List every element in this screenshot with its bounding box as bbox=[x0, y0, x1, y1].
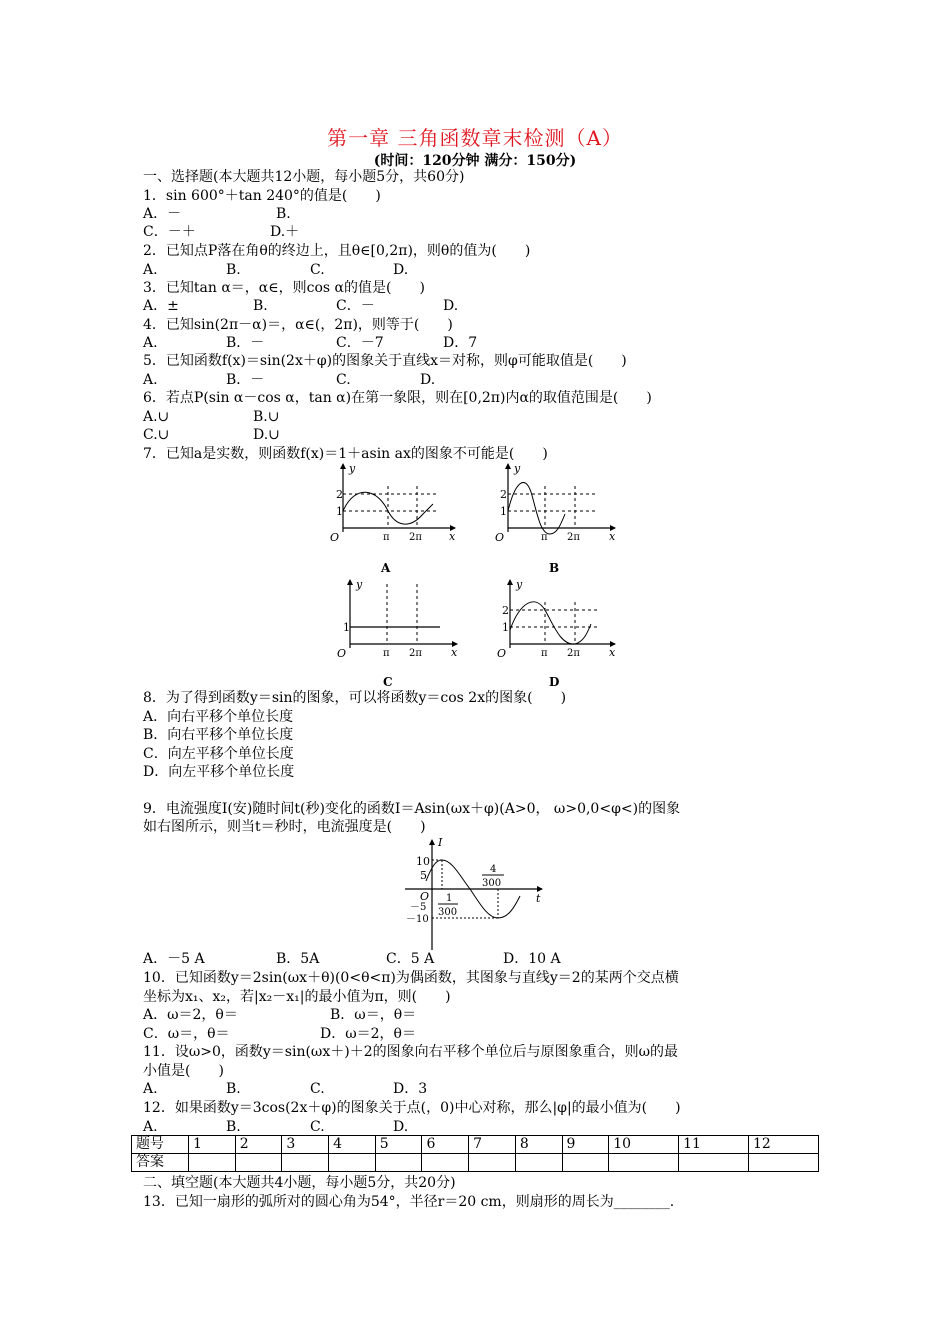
q3-option-a: A．± bbox=[143, 298, 179, 314]
col-8: 8 bbox=[515, 1136, 562, 1154]
q7d-tick-1: 1 bbox=[502, 621, 509, 634]
question-7: 7．已知a是实数，则函数f(x)＝1＋asin ax的图象不可能是( ) bbox=[143, 446, 548, 462]
q6-option-b: B.∪ bbox=[253, 409, 280, 425]
q9-tick-neg5: －5 bbox=[410, 902, 427, 913]
question-8: 8．为了得到函数y＝sin的图象，可以将函数y＝cos 2x的图象( ) bbox=[143, 690, 567, 706]
question-13: 13．已知一扇形的弧所对的圆心角为54°，半径r＝20 cm，则扇形的周长为________. bbox=[143, 1194, 675, 1210]
q7a-y-label: y bbox=[349, 462, 356, 475]
q9-origin: O bbox=[420, 890, 430, 903]
q10-option-a: A．ω＝2，θ＝ bbox=[143, 1007, 238, 1023]
q9-option-c: C．5 A bbox=[386, 951, 435, 967]
q4-option-d: D．7 bbox=[443, 335, 478, 351]
q7c-origin: O bbox=[337, 647, 347, 660]
answer-cell[interactable] bbox=[235, 1154, 282, 1172]
answer-cell[interactable] bbox=[329, 1154, 376, 1172]
q7a-tick-pi: π bbox=[383, 532, 390, 543]
q9-frac1-den: 300 bbox=[438, 907, 458, 918]
q9-option-b: B．5A bbox=[276, 951, 320, 967]
col-10: 10 bbox=[609, 1136, 679, 1154]
question-9-line1: 9．电流强度I(安)随时间t(秒)变化的函数I＝Asin(ωx＋φ)(A>0， ω>0,0<φ<)的图象 bbox=[143, 801, 681, 817]
answer-table-answer-row bbox=[132, 1154, 819, 1172]
col-2: 2 bbox=[235, 1136, 282, 1154]
q1-option-b: B. bbox=[276, 206, 291, 222]
q7b-tick-2: 2 bbox=[500, 488, 507, 501]
q7a-tick-1: 1 bbox=[336, 505, 343, 518]
q7d-tick-2pi: 2π bbox=[567, 648, 580, 659]
q12-option-d: D. bbox=[393, 1119, 409, 1135]
q2-option-b: B. bbox=[226, 262, 241, 278]
col-11: 11 bbox=[679, 1136, 749, 1154]
q9-option-a: A．－5 A bbox=[143, 951, 205, 967]
q6-option-c: C.∪ bbox=[143, 427, 170, 443]
q9-tick-10: 10 bbox=[416, 855, 430, 868]
q7d-tick-2: 2 bbox=[502, 604, 509, 617]
q7b-tick-1: 1 bbox=[500, 505, 507, 518]
q7d-x-label: x bbox=[609, 646, 616, 659]
q5-option-b: B．－ bbox=[226, 372, 265, 388]
section-heading: 一、选择题(本大题共12小题，每小题5分，共60分) bbox=[143, 169, 465, 185]
q7-label-a: A bbox=[381, 561, 391, 575]
q7b-x-label: x bbox=[609, 530, 616, 543]
q10-option-d: D．ω＝2，θ＝ bbox=[320, 1026, 416, 1042]
answer-table bbox=[131, 1135, 819, 1172]
q7d-origin: O bbox=[497, 647, 507, 660]
q10-option-c: C．ω＝，θ＝ bbox=[143, 1026, 230, 1042]
q7c-tick-1: 1 bbox=[343, 621, 350, 634]
q3-option-c: C．－ bbox=[336, 298, 375, 314]
answer-cell[interactable] bbox=[422, 1154, 469, 1172]
q11-option-b: B. bbox=[226, 1081, 241, 1097]
q8-option-d: D．向左平移个单位长度 bbox=[143, 764, 295, 780]
q8-option-c: C．向左平移个单位长度 bbox=[143, 746, 294, 762]
q7b-tick-pi: π bbox=[541, 532, 548, 543]
question-9-line2: 如右图所示，则当t＝秒时，电流强度是( ) bbox=[143, 819, 426, 835]
question-11-line2: 小值是( ) bbox=[143, 1063, 224, 1079]
q4-option-c: C．－7 bbox=[336, 335, 384, 351]
q9-frac2-num: 4 bbox=[490, 864, 497, 875]
q7b-tick-2pi: 2π bbox=[567, 532, 580, 543]
answer-cell[interactable] bbox=[679, 1154, 749, 1172]
q7-label-d: D bbox=[549, 675, 560, 687]
q9-tick-5: 5 bbox=[420, 869, 427, 882]
answer-cell[interactable] bbox=[469, 1154, 516, 1172]
q7c-y-label: y bbox=[356, 578, 363, 591]
q12-option-a: A. bbox=[143, 1119, 158, 1135]
question-10-line1: 10．已知函数y＝2sin(ωx＋θ)(0<θ<π)为偶函数，其图象与直线y＝2的某两个交点横 bbox=[143, 970, 679, 986]
q7-graphs-figure bbox=[325, 462, 635, 687]
q7-graph-a bbox=[330, 462, 456, 575]
question-12: 12．如果函数y＝3cos(2x＋φ)的图象关于点(，0)中心对称，那么|φ|的最小值为( ) bbox=[143, 1100, 681, 1116]
q7b-origin: O bbox=[495, 531, 505, 544]
answer-cell[interactable] bbox=[609, 1154, 679, 1172]
answer-label: 答案 bbox=[132, 1154, 189, 1172]
q7a-tick-2pi: 2π bbox=[409, 532, 422, 543]
q8-option-b: B．向右平移个单位长度 bbox=[143, 727, 294, 743]
question-4: 4．已知sin(2π－α)＝，α∈(，2π)，则等于( ) bbox=[143, 317, 453, 333]
answer-cell[interactable] bbox=[515, 1154, 562, 1172]
section-heading-2: 二、填空题(本大题共4小题，每小题5分，共20分) bbox=[143, 1175, 456, 1191]
q11-option-a: A. bbox=[143, 1081, 158, 1097]
q6-option-a: A.∪ bbox=[143, 409, 170, 425]
col-3: 3 bbox=[282, 1136, 329, 1154]
col-1: 1 bbox=[189, 1136, 236, 1154]
question-11-line1: 11．设ω>0，函数y＝sin(ωx＋)＋2的图象向右平移个单位后与原图象重合，则ω的最 bbox=[143, 1044, 679, 1060]
question-10-line2: 坐标为x₁、x₂，若|x₂－x₁|的最小值为π，则( ) bbox=[143, 989, 451, 1005]
q11-option-d: D．3 bbox=[393, 1081, 428, 1097]
q12-option-c: C. bbox=[310, 1119, 325, 1135]
q7-graph-b bbox=[495, 462, 616, 575]
q9-option-d: D．10 A bbox=[503, 951, 561, 967]
q3-option-d: D. bbox=[443, 298, 459, 314]
q8-option-a: A．向右平移个单位长度 bbox=[143, 709, 294, 725]
q7-graph-c bbox=[337, 578, 458, 687]
question-1: 1．sin 600°＋tan 240°的值是( ) bbox=[143, 188, 381, 204]
q2-option-c: C. bbox=[310, 262, 325, 278]
q5-option-c: C. bbox=[336, 372, 351, 388]
q2-option-a: A. bbox=[143, 262, 158, 278]
q1-option-d: D.＋ bbox=[270, 224, 300, 240]
col-6: 6 bbox=[422, 1136, 469, 1154]
answer-cell[interactable] bbox=[375, 1154, 422, 1172]
q7c-tick-pi: π bbox=[383, 648, 390, 659]
q4-option-b: B．－ bbox=[226, 335, 265, 351]
q9-frac2-den: 300 bbox=[482, 878, 502, 889]
col-12: 12 bbox=[748, 1136, 818, 1154]
q2-option-d: D. bbox=[393, 262, 409, 278]
q7-label-b: B bbox=[549, 561, 560, 575]
q7d-y-label: y bbox=[516, 578, 523, 591]
question-6: 6．若点P(sin α－cos α，tan α)在第一象限，则在[0,2π)内α的取值范围是( ) bbox=[143, 390, 652, 406]
q7a-origin: O bbox=[330, 531, 340, 544]
q7-graph-d bbox=[497, 578, 616, 687]
question-2: 2．已知点P落在角θ的终边上，且θ∈[0,2π)，则θ的值为( ) bbox=[143, 243, 531, 259]
col-4: 4 bbox=[329, 1136, 376, 1154]
q9-y-label: I bbox=[438, 838, 443, 849]
question-3: 3．已知tan α＝，α∈，则cos α的值是( ) bbox=[143, 280, 425, 296]
question-number-label: 题号 bbox=[132, 1136, 189, 1154]
q7a-tick-2: 2 bbox=[336, 488, 343, 501]
q7-label-c: C bbox=[383, 675, 393, 687]
answer-table-header-row bbox=[132, 1136, 819, 1154]
q11-option-c: C. bbox=[310, 1081, 325, 1097]
q9-x-label: t bbox=[536, 892, 541, 905]
col-9: 9 bbox=[562, 1136, 609, 1154]
q1-option-a: A．－ bbox=[143, 206, 182, 222]
q7a-x-label: x bbox=[449, 530, 456, 543]
q5-option-a: A. bbox=[143, 372, 158, 388]
answer-cell[interactable] bbox=[748, 1154, 818, 1172]
answer-cell[interactable] bbox=[282, 1154, 329, 1172]
q9-frac1-num: 1 bbox=[446, 893, 453, 904]
q3-option-b: B. bbox=[253, 298, 268, 314]
q12-option-b: B. bbox=[226, 1119, 241, 1135]
q7d-tick-pi: π bbox=[541, 648, 548, 659]
q4-option-a: A. bbox=[143, 335, 158, 351]
col-7: 7 bbox=[469, 1136, 516, 1154]
q7c-tick-2pi: 2π bbox=[409, 648, 422, 659]
answer-cell[interactable] bbox=[562, 1154, 609, 1172]
exam-info: (时间：120分钟 满分：150分) bbox=[373, 153, 577, 169]
q7b-y-label: y bbox=[514, 462, 521, 475]
q10-option-b: B．ω＝，θ＝ bbox=[330, 1007, 417, 1023]
answer-cell[interactable] bbox=[189, 1154, 236, 1172]
question-5: 5．已知函数f(x)＝sin(2x＋φ)的图象关于直线x＝对称，则φ可能取值是( ) bbox=[143, 353, 627, 369]
q6-option-d: D.∪ bbox=[253, 427, 280, 443]
q9-current-graph bbox=[380, 838, 550, 950]
col-5: 5 bbox=[375, 1136, 422, 1154]
q1-option-c: C．－＋ bbox=[143, 224, 196, 240]
q9-tick-neg10: －10 bbox=[406, 914, 429, 925]
q5-option-d: D. bbox=[420, 372, 436, 388]
page-title: 第一章 三角函数章末检测（A） bbox=[327, 126, 623, 150]
q7c-x-label: x bbox=[451, 646, 458, 659]
